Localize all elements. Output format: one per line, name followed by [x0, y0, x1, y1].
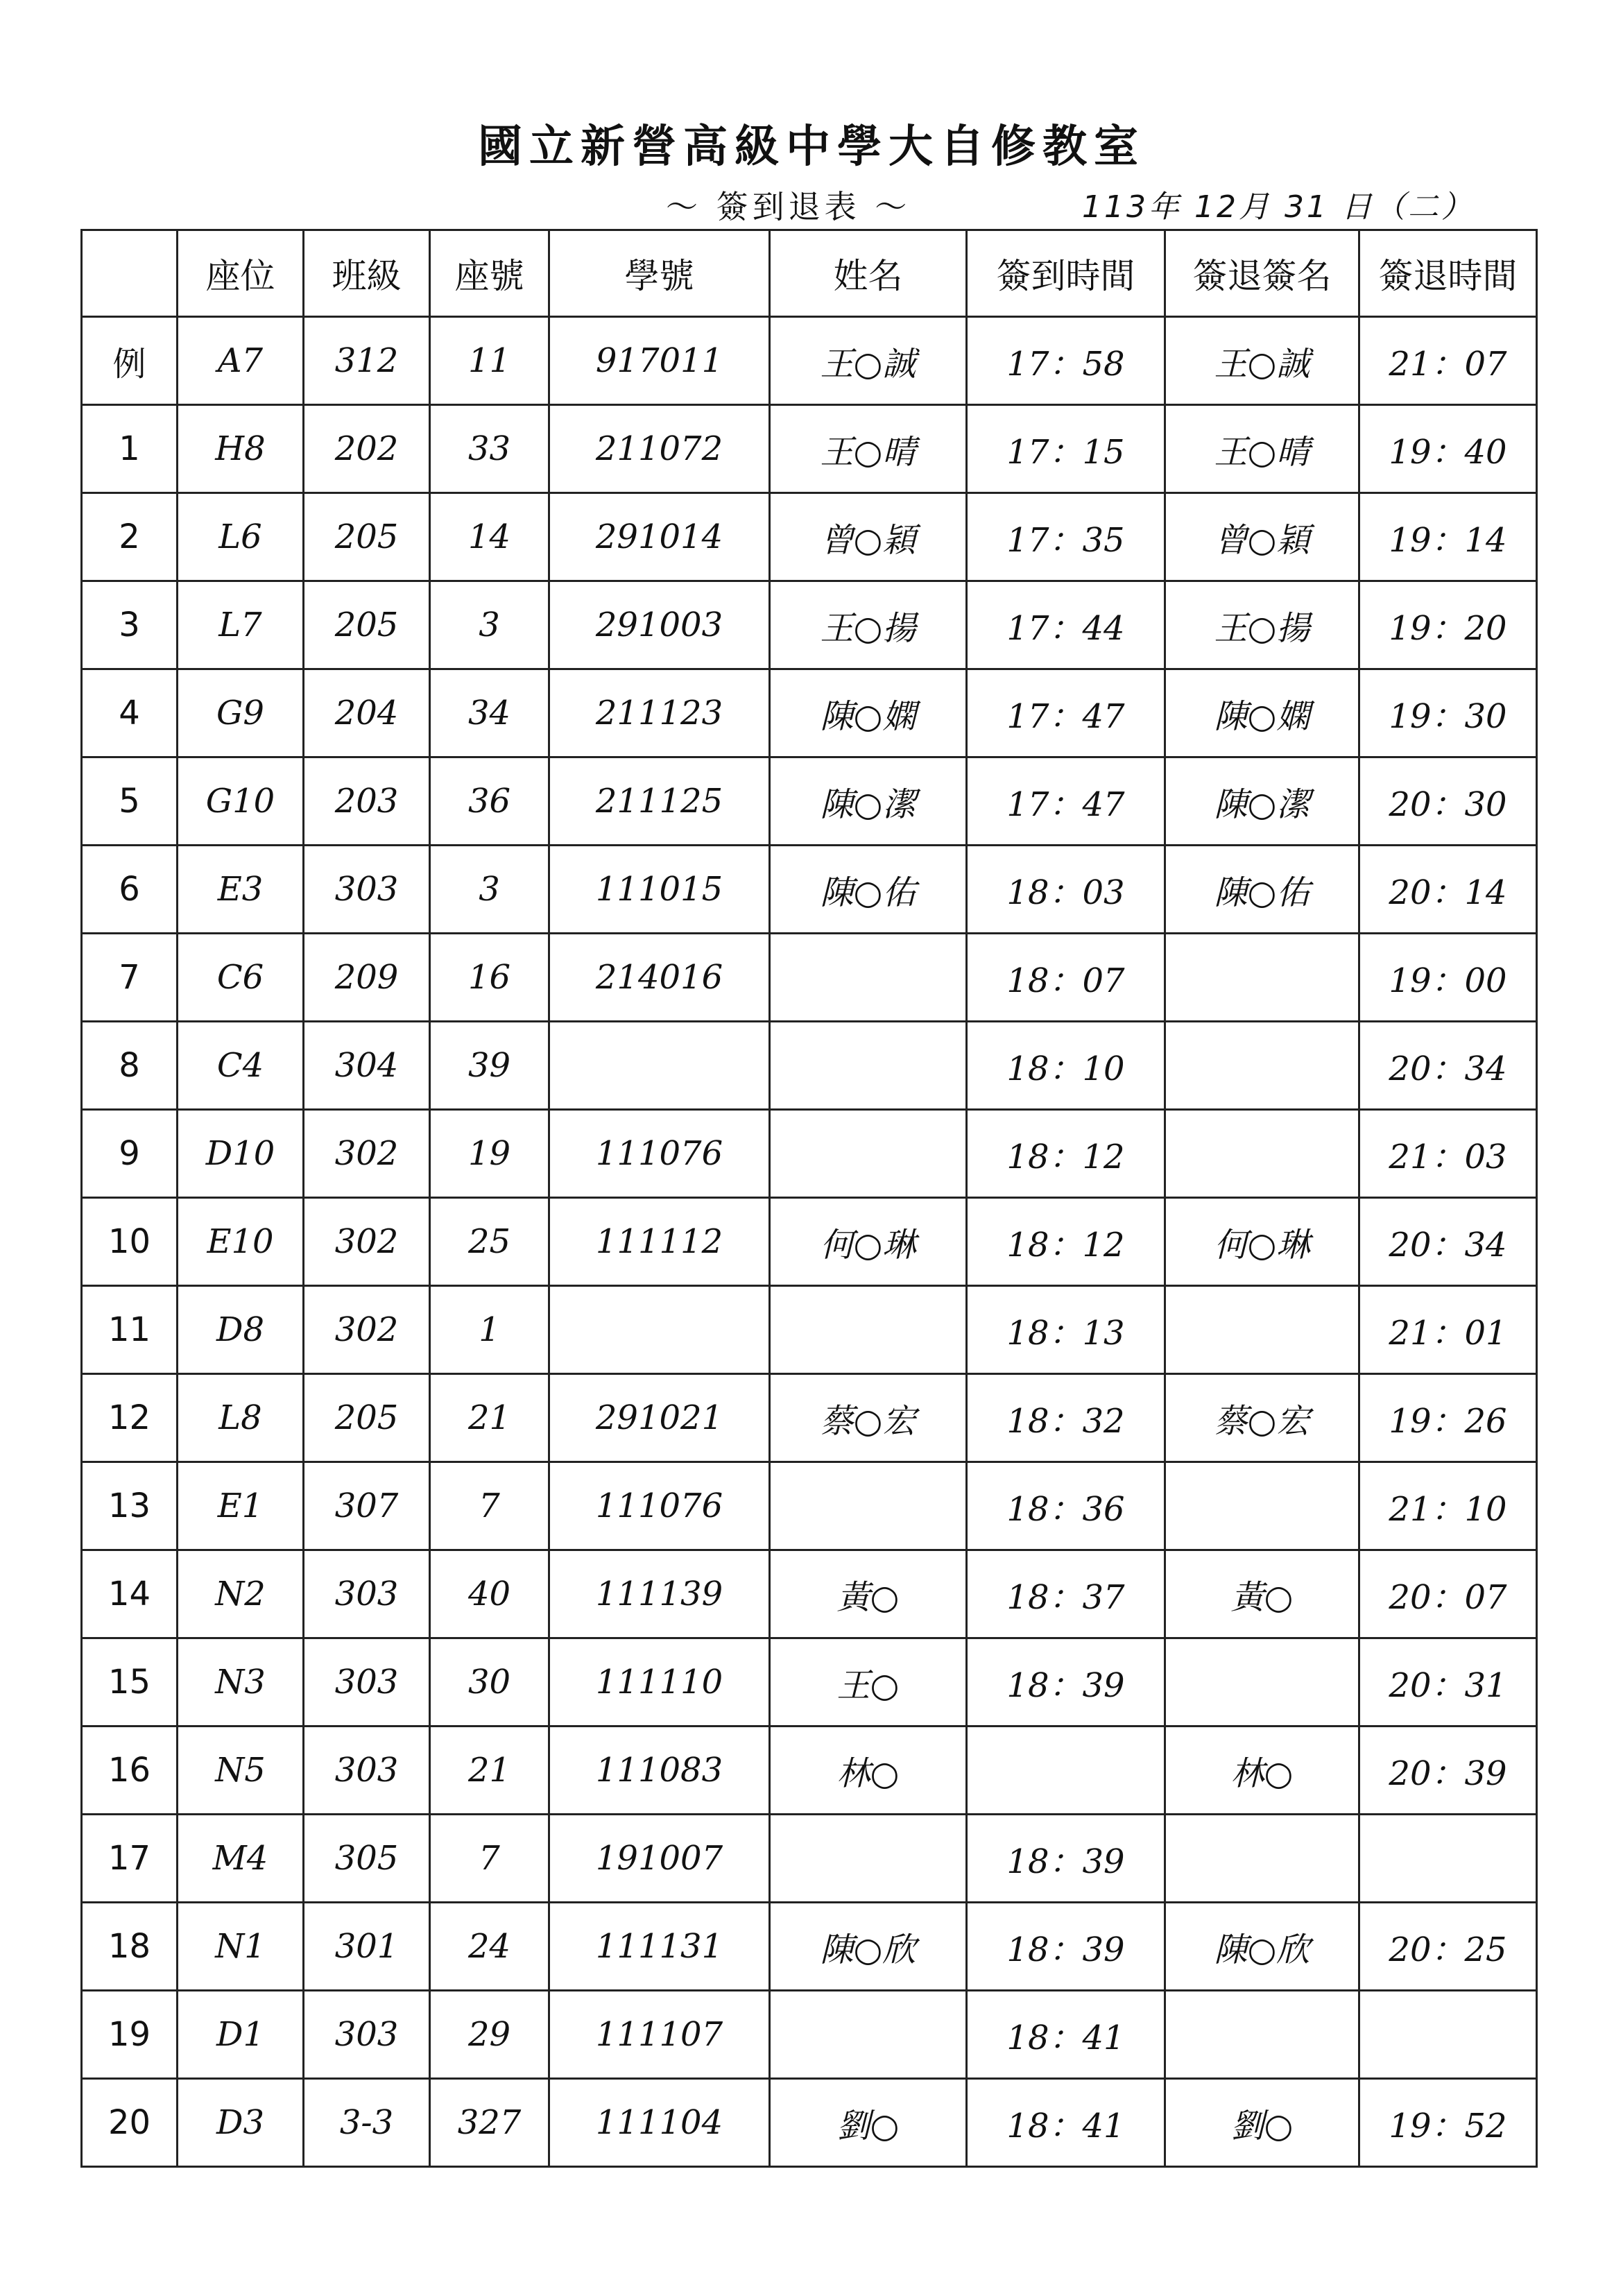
table-row	[82, 934, 1537, 1022]
table-cell: 陳○欣	[770, 1903, 967, 1991]
table-row	[82, 1022, 1537, 1110]
table-cell: 19：52	[1359, 2079, 1537, 2167]
table-cell: 陳○潔	[1165, 757, 1359, 846]
table-cell	[1165, 1110, 1359, 1198]
table-cell: C6	[178, 934, 304, 1022]
table-cell: 王○揚	[770, 581, 967, 669]
table-cell: 25	[430, 1198, 549, 1286]
table-cell: 蔡○宏	[770, 1374, 967, 1462]
table-row	[82, 1903, 1537, 1991]
table-cell: 209	[304, 934, 430, 1022]
table-cell: 7	[82, 934, 178, 1022]
table-cell: 917011	[549, 317, 770, 405]
table-cell: 304	[304, 1022, 430, 1110]
table-cell: L8	[178, 1374, 304, 1462]
table-row	[82, 757, 1537, 846]
table-cell: 29	[430, 1991, 549, 2079]
table-cell: 204	[304, 669, 430, 757]
table-cell: 劉○	[1165, 2079, 1359, 2167]
table-cell: 陳○嫻	[1165, 669, 1359, 757]
table-cell: 20：25	[1359, 1903, 1537, 1991]
table-cell: 36	[430, 757, 549, 846]
table-cell: 蔡○宏	[1165, 1374, 1359, 1462]
table-cell: L7	[178, 581, 304, 669]
table-cell: 王○誠	[1165, 317, 1359, 405]
table-cell: 10	[82, 1198, 178, 1286]
table-cell: 17	[82, 1815, 178, 1903]
table-cell: 18：39	[967, 1903, 1165, 1991]
table-cell	[1165, 1815, 1359, 1903]
table-cell: 111112	[549, 1198, 770, 1286]
table-cell: 20：39	[1359, 1727, 1537, 1815]
table-cell: 111104	[549, 2079, 770, 2167]
table-cell: 305	[304, 1815, 430, 1903]
table-cell: 17：58	[967, 317, 1165, 405]
table-cell: 21	[430, 1727, 549, 1815]
table-cell: 林○	[1165, 1727, 1359, 1815]
table-cell: 1	[430, 1286, 549, 1374]
table-cell: 18：32	[967, 1374, 1165, 1462]
table-cell: D1	[178, 1991, 304, 2079]
example-row	[82, 317, 1537, 405]
table-cell: 20：34	[1359, 1198, 1537, 1286]
table-cell: 302	[304, 1110, 430, 1198]
table-cell: 18：39	[967, 1815, 1165, 1903]
table-cell: 303	[304, 1991, 430, 2079]
table-cell: 16	[82, 1727, 178, 1815]
table-cell: 例	[82, 317, 178, 405]
table-cell: 3	[430, 581, 549, 669]
table-cell: N2	[178, 1550, 304, 1638]
table-cell: 111083	[549, 1727, 770, 1815]
table-cell: 陳○佑	[1165, 846, 1359, 934]
table-cell	[1165, 1991, 1359, 2079]
table-cell: 34	[430, 669, 549, 757]
table-cell: 8	[82, 1022, 178, 1110]
table-cell: 17：15	[967, 405, 1165, 493]
table-cell: 111076	[549, 1462, 770, 1550]
table-cell: 301	[304, 1903, 430, 1991]
table-cell	[549, 1022, 770, 1110]
table-cell: 19	[430, 1110, 549, 1198]
table-cell: 312	[304, 317, 430, 405]
table-cell: 4	[82, 669, 178, 757]
table-cell	[770, 1286, 967, 1374]
table-cell: 18：12	[967, 1198, 1165, 1286]
table-cell: 17：47	[967, 757, 1165, 846]
table-row	[82, 1727, 1537, 1815]
table-cell: 302	[304, 1286, 430, 1374]
table-cell: 205	[304, 1374, 430, 1462]
table-cell: 王○	[770, 1638, 967, 1727]
column-header: 簽到時間	[967, 230, 1165, 317]
table-cell: 291003	[549, 581, 770, 669]
table-cell: C4	[178, 1022, 304, 1110]
table-cell: 20：07	[1359, 1550, 1537, 1638]
table-cell: 陳○欣	[1165, 1903, 1359, 1991]
table-cell	[770, 1815, 967, 1903]
table-cell: 18：03	[967, 846, 1165, 934]
table-cell: H8	[178, 405, 304, 493]
table-row	[82, 1110, 1537, 1198]
table-cell: M4	[178, 1815, 304, 1903]
table-cell: 13	[82, 1462, 178, 1550]
table-cell: 40	[430, 1550, 549, 1638]
column-header: 座位	[178, 230, 304, 317]
column-header: 學號	[549, 230, 770, 317]
table-cell: 18：39	[967, 1638, 1165, 1727]
table-cell: 21：01	[1359, 1286, 1537, 1374]
table-cell: 39	[430, 1022, 549, 1110]
table-cell: 劉○	[770, 2079, 967, 2167]
table-cell: 3-3	[304, 2079, 430, 2167]
table-cell: 何○琳	[1165, 1198, 1359, 1286]
table-cell: 18：12	[967, 1110, 1165, 1198]
table-row	[82, 669, 1537, 757]
table-cell: 19：40	[1359, 405, 1537, 493]
table-cell: L6	[178, 493, 304, 581]
table-cell: 王○晴	[770, 405, 967, 493]
table-cell: 18	[82, 1903, 178, 1991]
table-cell: 16	[430, 934, 549, 1022]
table-cell: E10	[178, 1198, 304, 1286]
column-header: 班級	[304, 230, 430, 317]
table-cell: 19：00	[1359, 934, 1537, 1022]
table-cell: 何○琳	[770, 1198, 967, 1286]
table-cell	[1165, 934, 1359, 1022]
table-cell: E1	[178, 1462, 304, 1550]
table-cell: 211072	[549, 405, 770, 493]
table-row	[82, 1991, 1537, 2079]
table-cell	[1165, 1462, 1359, 1550]
table-cell: 19：14	[1359, 493, 1537, 581]
table-cell: 17：44	[967, 581, 1165, 669]
table-cell: 18：13	[967, 1286, 1165, 1374]
table-cell: 21：03	[1359, 1110, 1537, 1198]
table-cell: 303	[304, 1638, 430, 1727]
table-row	[82, 493, 1537, 581]
table-row	[82, 1638, 1537, 1727]
table-cell: 18：41	[967, 2079, 1165, 2167]
table-cell: 曾○穎	[770, 493, 967, 581]
table-cell: 111110	[549, 1638, 770, 1727]
table-cell: 王○揚	[1165, 581, 1359, 669]
table-cell	[967, 1727, 1165, 1815]
table-cell: 111015	[549, 846, 770, 934]
table-cell: 211125	[549, 757, 770, 846]
table-cell: 303	[304, 1550, 430, 1638]
table-cell: 陳○潔	[770, 757, 967, 846]
table-cell	[770, 934, 967, 1022]
table-cell: 291021	[549, 1374, 770, 1462]
table-cell: 王○晴	[1165, 405, 1359, 493]
table-cell: 21：07	[1359, 317, 1537, 405]
table-body	[82, 317, 1537, 2167]
table-cell: 111076	[549, 1110, 770, 1198]
table-row	[82, 1374, 1537, 1462]
table-cell: 陳○佑	[770, 846, 967, 934]
table-cell	[770, 1462, 967, 1550]
table-cell: 11	[430, 317, 549, 405]
table-cell: 191007	[549, 1815, 770, 1903]
table-cell	[1165, 1022, 1359, 1110]
table-cell: 3	[82, 581, 178, 669]
table-cell	[1165, 1638, 1359, 1727]
table-cell	[549, 1286, 770, 1374]
form-subtitle: ～ 簽到退表 ～	[666, 188, 911, 225]
table-cell: 205	[304, 581, 430, 669]
table-cell: 19：30	[1359, 669, 1537, 757]
table-row	[82, 1286, 1537, 1374]
table-row	[82, 1815, 1537, 1903]
table-row	[82, 405, 1537, 493]
table-cell	[770, 1110, 967, 1198]
table-cell: 327	[430, 2079, 549, 2167]
column-header: 姓名	[770, 230, 967, 317]
table-cell: 2	[82, 493, 178, 581]
table-cell: 214016	[549, 934, 770, 1022]
table-cell: 18：10	[967, 1022, 1165, 1110]
table-cell: 17：47	[967, 669, 1165, 757]
table-cell: A7	[178, 317, 304, 405]
table-cell: 202	[304, 405, 430, 493]
table-cell: 111131	[549, 1903, 770, 1991]
sign-in-table	[80, 229, 1538, 2168]
table-cell: 24	[430, 1903, 549, 1991]
table-cell: 303	[304, 846, 430, 934]
table-cell: 203	[304, 757, 430, 846]
table-cell: N3	[178, 1638, 304, 1727]
table-cell: 205	[304, 493, 430, 581]
table-cell: 黃○	[1165, 1550, 1359, 1638]
table-cell	[1359, 1991, 1537, 2079]
table-header-row	[82, 230, 1537, 317]
column-header: 簽退簽名	[1165, 230, 1359, 317]
table-cell: G10	[178, 757, 304, 846]
table-cell	[1165, 1286, 1359, 1374]
table-cell: 18：36	[967, 1462, 1165, 1550]
table-cell: 6	[82, 846, 178, 934]
table-row	[82, 581, 1537, 669]
table-cell: 303	[304, 1727, 430, 1815]
table-cell: 33	[430, 405, 549, 493]
table-cell: 19：20	[1359, 581, 1537, 669]
table-cell: 19：26	[1359, 1374, 1537, 1462]
table-cell: D3	[178, 2079, 304, 2167]
table-cell: 291014	[549, 493, 770, 581]
table-cell: 20	[82, 2079, 178, 2167]
table-cell: 17：35	[967, 493, 1165, 581]
table-cell	[770, 1022, 967, 1110]
table-row	[82, 2079, 1537, 2167]
table-cell: 12	[82, 1374, 178, 1462]
table-cell: D10	[178, 1110, 304, 1198]
table-cell: 黃○	[770, 1550, 967, 1638]
table-cell: 11	[82, 1286, 178, 1374]
table-cell: 111139	[549, 1550, 770, 1638]
table-cell: 18：41	[967, 1991, 1165, 2079]
table-cell: 15	[82, 1638, 178, 1727]
table-cell: N1	[178, 1903, 304, 1991]
table-cell: 21：10	[1359, 1462, 1537, 1550]
table-cell: 20：30	[1359, 757, 1537, 846]
table-cell: 7	[430, 1462, 549, 1550]
table-cell: 211123	[549, 669, 770, 757]
table-cell: 307	[304, 1462, 430, 1550]
table-cell: 3	[430, 846, 549, 934]
table-cell: 林○	[770, 1727, 967, 1815]
table-row	[82, 1462, 1537, 1550]
table-cell: 14	[82, 1550, 178, 1638]
table-cell: E3	[178, 846, 304, 934]
table-cell: 陳○嫻	[770, 669, 967, 757]
table-row	[82, 1198, 1537, 1286]
table-cell: 18：07	[967, 934, 1165, 1022]
column-header: 簽退時間	[1359, 230, 1537, 317]
table-cell: 21	[430, 1374, 549, 1462]
table-cell: 20：31	[1359, 1638, 1537, 1727]
table-cell: 1	[82, 405, 178, 493]
table-cell: 9	[82, 1110, 178, 1198]
table-row	[82, 846, 1537, 934]
table-cell: 111107	[549, 1991, 770, 2079]
table-cell	[770, 1991, 967, 2079]
table-cell: 20：14	[1359, 846, 1537, 934]
table-cell: 30	[430, 1638, 549, 1727]
table-cell: 302	[304, 1198, 430, 1286]
table-cell: 7	[430, 1815, 549, 1903]
table-cell: 14	[430, 493, 549, 581]
table-cell: 曾○穎	[1165, 493, 1359, 581]
table-cell: 20：34	[1359, 1022, 1537, 1110]
table-cell: 王○誠	[770, 317, 967, 405]
column-header: 座號	[430, 230, 549, 317]
table-cell: 5	[82, 757, 178, 846]
table-cell: 18：37	[967, 1550, 1165, 1638]
page-title: 國立新營高級中學大自修教室	[478, 121, 1145, 173]
table-cell: N5	[178, 1727, 304, 1815]
table-cell	[1359, 1815, 1537, 1903]
table-cell: 19	[82, 1991, 178, 2079]
column-header	[82, 230, 178, 317]
table-cell: G9	[178, 669, 304, 757]
table-row	[82, 1550, 1537, 1638]
form-date: 113年 12月 31 日（二）	[1082, 189, 1475, 225]
table-cell: D8	[178, 1286, 304, 1374]
